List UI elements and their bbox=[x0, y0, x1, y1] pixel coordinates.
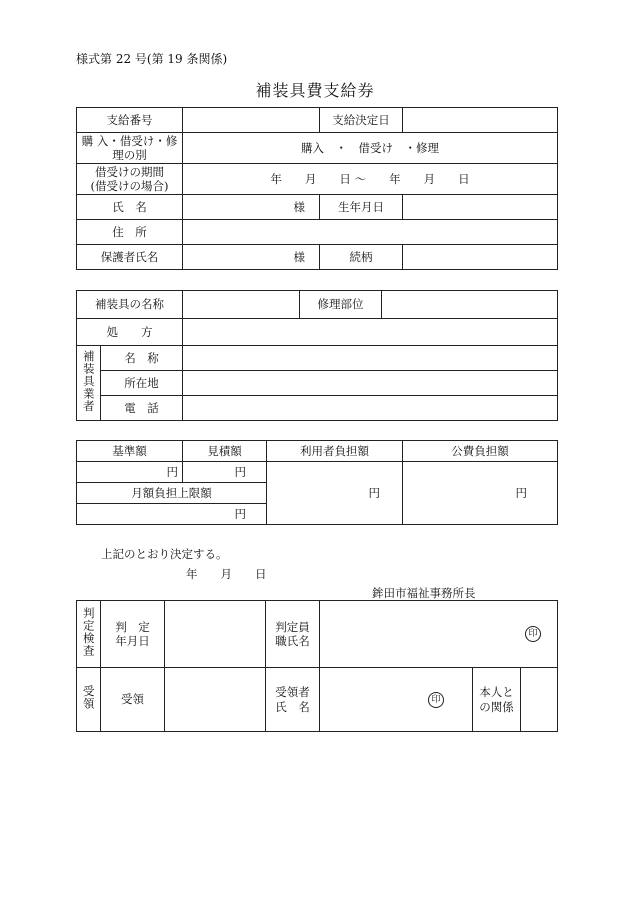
type-label bbox=[77, 133, 183, 164]
judgment-group-text: 判定検査 bbox=[81, 607, 96, 658]
type-label-line2: 理の別 bbox=[112, 148, 147, 162]
user-share-field[interactable]: 円 bbox=[267, 462, 403, 525]
guardian-name-field[interactable]: 様 bbox=[183, 245, 320, 270]
vendor-group-label bbox=[77, 346, 101, 421]
monthly-cap-label: 月額負担上限額 bbox=[77, 483, 267, 504]
repair-part-field[interactable] bbox=[382, 291, 558, 319]
vendor-location-label: 所在地 bbox=[101, 371, 183, 396]
address-field[interactable] bbox=[183, 220, 558, 245]
judgment-date-line2: 年月日 bbox=[115, 634, 150, 648]
form-reference: 様式第 22 号(第 19 条関係) bbox=[76, 52, 228, 66]
judgment-date-line1: 判 定 bbox=[115, 619, 150, 634]
relation-line2: の関係 bbox=[479, 699, 514, 714]
device-table bbox=[76, 290, 558, 421]
monthly-cap-field[interactable]: 円 bbox=[77, 504, 267, 525]
relation-to-person-label bbox=[473, 668, 521, 732]
issue-number-label: 支給番号 bbox=[77, 108, 183, 133]
relation-line1: 本人と bbox=[479, 685, 514, 700]
judgment-group-label bbox=[77, 601, 101, 668]
receipt-label: 受領 bbox=[101, 668, 165, 732]
name-field[interactable]: 様 bbox=[183, 195, 320, 220]
birth-date-field[interactable] bbox=[403, 195, 558, 220]
receiver-name-field[interactable] bbox=[320, 668, 473, 732]
vendor-phone-label: 電 話 bbox=[101, 396, 183, 421]
page-title: 補装具費支給券 bbox=[255, 81, 375, 100]
decision-statement: 上記のとおり決定する。 bbox=[101, 547, 228, 561]
base-amount-field[interactable]: 円 bbox=[77, 462, 183, 483]
signer-title: 鉾田市福祉事務所長 bbox=[372, 586, 476, 600]
rental-label-line1: 借受けの期間 bbox=[95, 164, 164, 179]
type-label-line1: 購 入・借受け・修 bbox=[81, 133, 178, 148]
judgment-date-field[interactable] bbox=[165, 601, 266, 668]
estimate-field[interactable]: 円 bbox=[183, 462, 267, 483]
name-label: 氏 名 bbox=[77, 195, 183, 220]
guardian-name-label: 保護者氏名 bbox=[77, 245, 183, 270]
seal-mark-receiver: 印 bbox=[428, 692, 444, 708]
judgment-date-label bbox=[101, 601, 165, 668]
user-share-label: 利用者負担額 bbox=[267, 441, 403, 462]
vendor-location-field[interactable] bbox=[183, 371, 558, 396]
applicant-table bbox=[76, 107, 558, 270]
relation-to-person-field[interactable] bbox=[521, 668, 558, 732]
judge-staff-field[interactable] bbox=[320, 601, 558, 668]
receiver-name-label bbox=[266, 668, 320, 732]
relation-label: 続柄 bbox=[320, 245, 403, 270]
relation-field[interactable] bbox=[403, 245, 558, 270]
issue-number-field[interactable] bbox=[183, 108, 320, 133]
receipt-date-field[interactable] bbox=[165, 668, 266, 732]
judge-staff-line1: 判定員 bbox=[275, 619, 310, 634]
estimate-label: 見積額 bbox=[183, 441, 267, 462]
judge-staff-label bbox=[266, 601, 320, 668]
rental-label-line2: (借受けの場合) bbox=[90, 179, 169, 193]
public-share-field[interactable]: 円 bbox=[403, 462, 558, 525]
receiver-line1: 受領者 bbox=[275, 685, 310, 700]
birth-date-label: 生年月日 bbox=[320, 195, 403, 220]
type-options[interactable]: 購入 ・ 借受け ・修理 bbox=[183, 133, 558, 164]
prescription-label: 処 方 bbox=[77, 319, 183, 346]
decision-date[interactable]: 年 月 日 bbox=[186, 567, 267, 581]
prescription-field[interactable] bbox=[183, 319, 558, 346]
receipt-group-text: 受領 bbox=[81, 685, 96, 711]
vendor-name-field[interactable] bbox=[183, 346, 558, 371]
vendor-name-label: 名 称 bbox=[101, 346, 183, 371]
base-amount-label: 基準額 bbox=[77, 441, 183, 462]
judgment-table bbox=[76, 600, 558, 732]
repair-part-label: 修理部位 bbox=[300, 291, 382, 319]
decision-date-field[interactable] bbox=[403, 108, 558, 133]
vendor-group-text: 補装具業者 bbox=[81, 350, 96, 413]
device-name-label: 補装具の名称 bbox=[77, 291, 183, 319]
receiver-line2: 氏 名 bbox=[275, 699, 310, 714]
rental-period-label bbox=[77, 164, 183, 195]
receipt-group-label bbox=[77, 668, 101, 732]
decision-date-label: 支給決定日 bbox=[320, 108, 403, 133]
judge-staff-line2: 職氏名 bbox=[275, 634, 310, 648]
device-name-field[interactable] bbox=[183, 291, 300, 319]
address-label: 住 所 bbox=[77, 220, 183, 245]
vendor-phone-field[interactable] bbox=[183, 396, 558, 421]
public-share-label: 公費負担額 bbox=[403, 441, 558, 462]
seal-mark-judge: 印 bbox=[525, 626, 541, 642]
rental-period-field[interactable]: 年 月 日 ～ 年 月 日 bbox=[183, 164, 558, 195]
amount-table bbox=[76, 440, 558, 525]
